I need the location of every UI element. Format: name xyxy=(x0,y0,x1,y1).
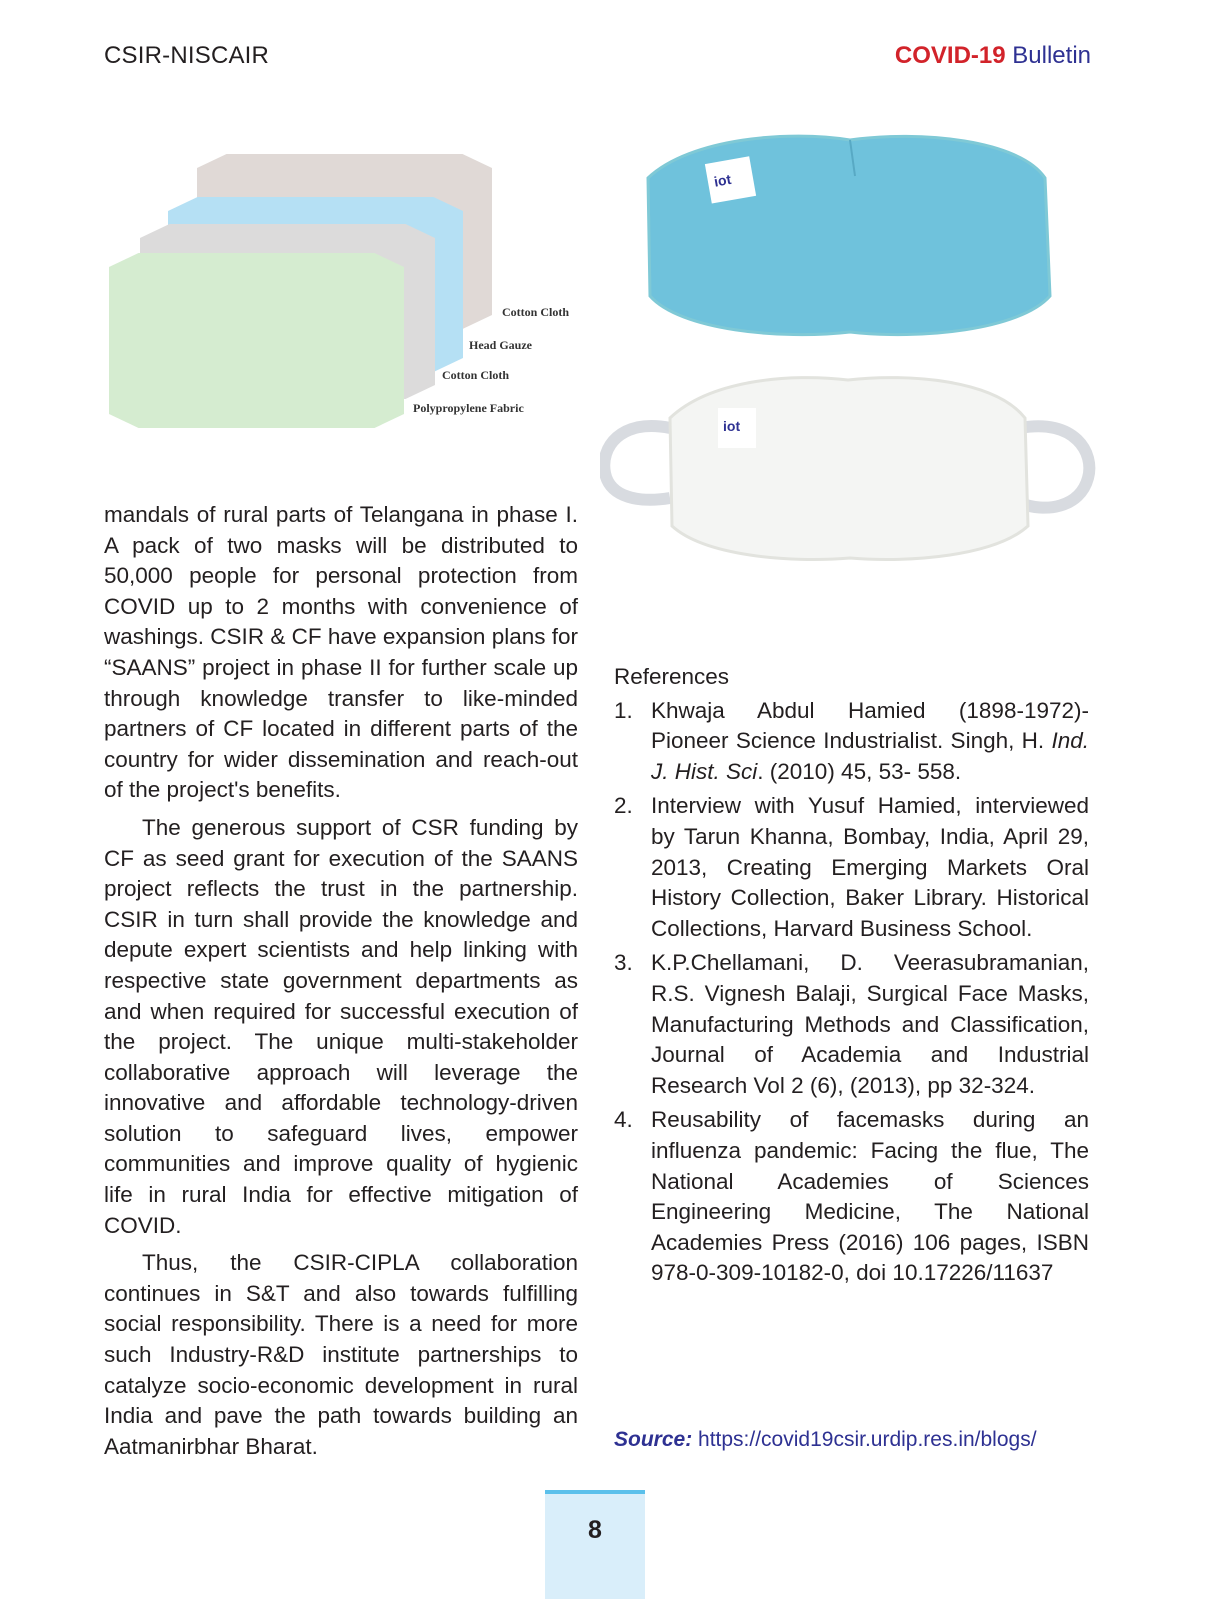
reference-text: Interview with Yusuf Hamied, interviewed by Tarun Khanna, Bombay, India, April 29, 2013, Creating Emerging Markets Oral History Collection, Baker Library. Historical Collections, Harvard Business School. xyxy=(651,793,1089,941)
body-paragraph-3: Thus, the CSIR-CIPLA collaboration continues in S&T and also towards fulfilling social responsibility. There is a need for more such Industry-R&D institute partnerships to catalyze socio-economic development in rural India and pave the path towards building an Aatmanirbhar Bharat. xyxy=(104,1250,578,1459)
source-line xyxy=(614,1428,1037,1452)
svg-text:iot: iot xyxy=(712,170,733,190)
masks-photo xyxy=(600,118,1100,580)
body-paragraph-1: mandals of rural parts of Telangana in phase I. A pack of two masks will be distributed to 50,000 people for personal protection from COVID up to 2 months with convenience of washings. CSIR & CF have expansion plans for “SAANS” project in phase II for further scale up through knowledge transfer to like-minded partners of CF located in different parts of the country for wider dissemination and reach-out of the project's benefits. xyxy=(104,502,578,803)
reference-item xyxy=(614,791,1089,944)
reference-number: 3. xyxy=(614,950,633,976)
reference-journal: Ind. J. Hist. Sci xyxy=(651,728,1089,784)
reference-item xyxy=(614,696,1089,788)
mask-layers-diagram xyxy=(100,150,620,450)
reference-number: 1. xyxy=(614,697,633,723)
header-bulletin: Bulletin xyxy=(1012,42,1091,69)
label-polypropylene: Polypropylene Fabric xyxy=(413,401,524,415)
reference-text: K.P.Chellamani, D. Veerasubramanian, R.S. Vignesh Balaji, Surgical Face Masks, Manufacturing Methods and Classification, Journal of Academia and Industrial Research Vol 2 (6), (2013), pp 32-324. xyxy=(651,950,1089,1098)
reference-item xyxy=(614,1105,1089,1289)
reference-text-part: Khwaja Abdul Hamied (1898-1972)- Pioneer Science Industrialist. Singh, H. xyxy=(651,697,1089,754)
reference-text-part: . (2010) 45, 53- 558. xyxy=(757,758,962,784)
source-label: Source: xyxy=(614,1428,693,1451)
body-text-column xyxy=(104,500,578,1469)
header-bulletin-title xyxy=(895,42,1091,70)
header-covid: COVID-19 xyxy=(894,42,1006,69)
reference-item xyxy=(614,948,1089,1101)
reference-text xyxy=(651,696,1089,788)
layer-polypropylene xyxy=(109,253,404,428)
label-cotton-cloth-2: Cotton Cloth xyxy=(442,368,510,382)
label-head-gauze: Head Gauze xyxy=(469,338,532,352)
references-section xyxy=(614,662,1089,1293)
reference-number: 4. xyxy=(614,1107,633,1133)
label-cotton-cloth-1: Cotton Cloth xyxy=(502,305,570,319)
page-number-box xyxy=(545,1490,645,1599)
white-mask xyxy=(670,378,1028,560)
svg-text:iot: iot xyxy=(723,418,741,434)
header-publisher: CSIR-NISCAIR xyxy=(104,42,270,69)
reference-number: 2. xyxy=(614,793,633,819)
references-title: References xyxy=(614,664,730,689)
page-number: 8 xyxy=(588,1516,602,1544)
source-link[interactable]: https://covid19csir.urdip.res.in/blogs/ xyxy=(698,1428,1037,1451)
body-paragraph-2: The generous support of CSR funding by CF as seed grant for execution of the SAANS project reflects the trust in the partnership. CSIR in turn shall provide the knowledge and depute expert scientists and help linking with respective state government departments as and when required for successful execution of the project. The unique multi-stakeholder collaborative approach will leverage the innovative and affordable technology-driven solution to safeguard lives, empower communities and improve quality of hygienic life in rural India for effective mitigation of COVID. xyxy=(104,814,578,1238)
reference-text: Reusability of facemasks during an influenza pandemic: Facing the flue, The National Academies of Sciences Engineering Medicine, The National Academies Press (2016) 106 pages, ISBN 978-0-309-10182-0, doi 10.17226/11637 xyxy=(651,1107,1089,1286)
